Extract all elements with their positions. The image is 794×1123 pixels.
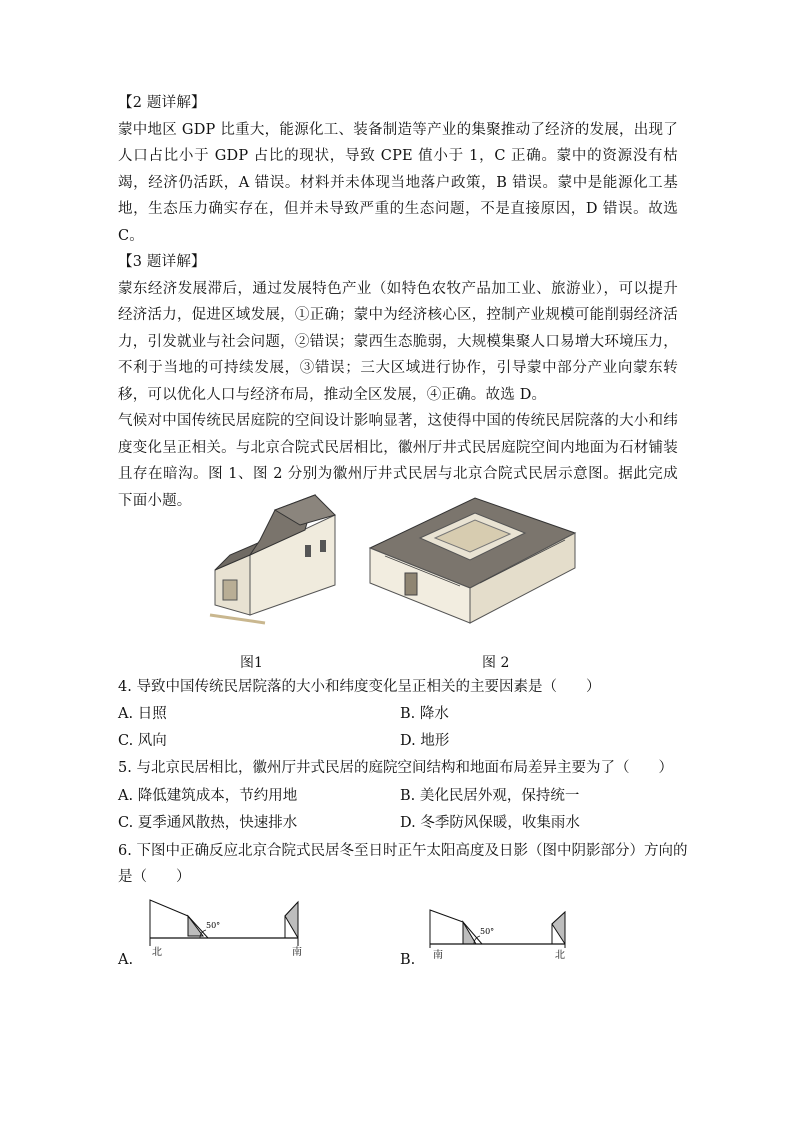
- question-6-stem-line1: 6. 下图中正确反应北京合院式民居冬至日时正午太阳高度及日影（图中阴影部分）方向的: [118, 843, 688, 859]
- figure-2-beijing-courtyard: [365, 478, 580, 638]
- question-5-stem: 5. 与北京民居相比，徽州厅井式民居的庭院空间结构和地面布局差异主要为了（ ）: [118, 760, 673, 776]
- explanation2-heading: 【2 题详解】: [118, 95, 206, 111]
- explanation-block: [118, 90, 678, 514]
- question-5-option-a: A. 降低建筑成本，节约用地: [118, 788, 298, 804]
- figure-1-huizhou-house: [205, 485, 345, 625]
- intro-paragraph: 气候对中国传统民居庭院的空间设计影响显著，这使得中国的传统民居院落的大小和纬度变化呈正相关。与北京合院式民居相比，徽州厅井式民居庭院空间内地面为石材铺装且存在暗沟。图 1、图 2 分别为徽州厅井式民居与北京合院式民居示意图。据此完成下面小题。: [118, 413, 678, 509]
- question-6-option-b-label: B.: [400, 952, 416, 968]
- question-6-diagram-b-right-label: 北: [555, 950, 565, 961]
- question-4-option-b: B. 降水: [400, 706, 449, 722]
- question-6-diagram-b: [428, 906, 573, 951]
- question-4-stem: 4. 导致中国传统民居院落的大小和纬度变化呈正相关的主要因素是（ ）: [118, 679, 601, 695]
- question-5-option-c: C. 夏季通风散热，快速排水: [118, 815, 298, 831]
- question-6-diagram-a-right-label: 南: [292, 947, 302, 958]
- explanation3-body: 蒙东经济发展滞后，通过发展特色产业（如特色农牧产品加工业、旅游业），可以提升经济活力，促进区域发展，①正确；蒙中为经济核心区，控制产业规模可能削弱经济活力，引发就业与社会问题，②错误；蒙西生态脆弱，大规模集聚人口易增大环境压力，不利于当地的可持续发展，③错误；三大区域进行协作，引导蒙中部分产业向蒙东转移，可以优化人口与经济布局，推动全区发展，④正确。故选 D。: [118, 280, 678, 403]
- question-5-option-d: D. 冬季防风保暖，收集雨水: [400, 815, 580, 831]
- question-6-diagram-a-left-label: 北: [152, 947, 162, 958]
- question-6-diagram-a-angle: 50°: [206, 921, 221, 930]
- question-6-diagram-b-angle: 50°: [480, 927, 495, 936]
- figure-2-caption: 图 2: [482, 655, 510, 671]
- question-6-diagram-b-left-label: 南: [433, 950, 443, 961]
- question-6-option-a-label: A.: [118, 952, 134, 968]
- explanation2-body: 蒙中地区 GDP 比重大，能源化工、装备制造等产业的集聚推动了经济的发展，出现了人口占比小于 GDP 占比的现状，导致 CPE 值小于 1，C 正确。蒙中的资源没有枯竭，经济仍活跃，A 错误。材料并未体现当地落户政策，B 错误。蒙中是能源化工基地，生态压力确实存在，但并未导致严重的生态问题，不是直接原因，D 错误。故选 C。: [118, 121, 678, 244]
- figure-1-caption: 图1: [240, 655, 263, 671]
- question-4-option-c: C. 风向: [118, 733, 167, 749]
- question-5-option-b: B. 美化民居外观，保持统一: [400, 788, 580, 804]
- question-6-stem-line2: 是（ ）: [118, 869, 191, 885]
- explanation3-heading: 【3 题详解】: [118, 254, 206, 270]
- question-4-option-d: D. 地形: [400, 733, 450, 749]
- question-4-option-a: A. 日照: [118, 706, 167, 722]
- question-6-diagram-a: [148, 896, 318, 948]
